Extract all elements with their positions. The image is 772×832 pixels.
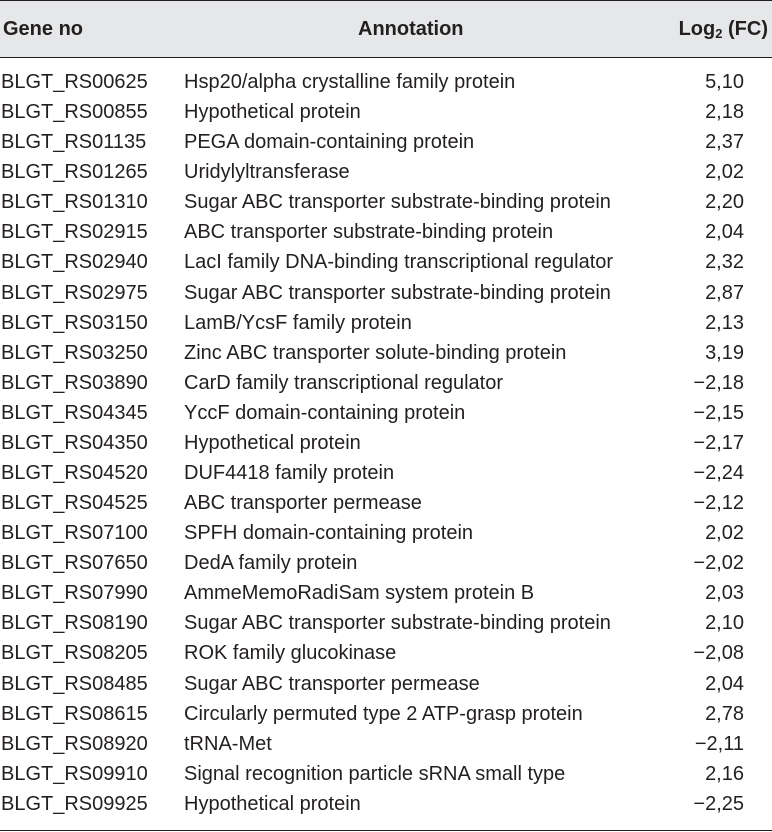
gene-no-cell: BLGT_RS02940 — [1, 251, 148, 274]
table-row — [0, 157, 772, 187]
log2-fc-cell: 2,04 — [705, 672, 744, 695]
annotation-cell: Circularly permuted type 2 ATP-grasp protein — [184, 702, 583, 725]
annotation-cell: PEGA domain-containing protein — [184, 131, 475, 154]
annotation-cell: Hypothetical protein — [184, 431, 361, 454]
table-row — [0, 247, 772, 277]
table-row — [0, 458, 772, 488]
annotation-cell: DedA family protein — [184, 552, 358, 575]
annotation-cell: Signal recognition particle sRNA small type — [184, 762, 566, 785]
annotation-cell: Uridylyltransferase — [184, 161, 350, 184]
header-annotation: Annotation — [358, 18, 464, 40]
annotation-cell: Sugar ABC transporter permease — [184, 672, 480, 695]
gene-no-cell: BLGT_RS07650 — [1, 552, 148, 575]
annotation-cell: LamB/YcsF family protein — [184, 311, 412, 334]
table-row — [0, 488, 772, 518]
annotation-cell: Hypothetical protein — [184, 792, 361, 815]
table-row — [0, 608, 772, 638]
annotation-cell: Sugar ABC transporter substrate-binding protein — [184, 281, 611, 304]
annotation-cell: ABC transporter permease — [184, 492, 422, 515]
gene-no-cell: BLGT_RS07100 — [1, 522, 148, 545]
table-row — [0, 578, 772, 608]
log2-fc-cell: 2,02 — [705, 161, 744, 184]
log2-fc-cell: −2,17 — [693, 431, 744, 454]
gene-no-cell: BLGT_RS04345 — [1, 401, 148, 424]
table-row — [0, 338, 772, 368]
table-row — [0, 669, 772, 699]
annotation-cell: LacI family DNA-binding transcriptional regulator — [184, 251, 614, 274]
table-row — [0, 187, 772, 217]
log2-fc-cell: 3,19 — [705, 341, 744, 364]
gene-no-cell: BLGT_RS09910 — [1, 762, 148, 785]
table-row — [0, 368, 772, 398]
log2-fc-cell: 2,32 — [705, 251, 744, 274]
gene-no-cell: BLGT_RS08920 — [1, 732, 148, 755]
gene-no-cell: BLGT_RS04520 — [1, 462, 148, 485]
log2-fc-cell: 5,10 — [705, 71, 744, 93]
table-row — [0, 548, 772, 578]
log2-fc-cell: 2,16 — [705, 762, 744, 785]
table-row — [0, 759, 772, 789]
table-row — [0, 308, 772, 338]
gene-no-cell: BLGT_RS08205 — [1, 642, 148, 665]
log2-fc-cell: 2,13 — [705, 311, 744, 334]
log2-fc-cell: −2,08 — [693, 642, 744, 665]
gene-no-cell: BLGT_RS03150 — [1, 311, 148, 334]
log2-fc-cell: 2,20 — [705, 191, 744, 214]
table-row — [0, 518, 772, 548]
header-fc-suffix: (FC) — [722, 18, 768, 40]
annotation-cell: ABC transporter substrate-binding protein — [184, 221, 554, 244]
gene-no-cell: BLGT_RS01135 — [1, 131, 147, 154]
gene-no-cell: BLGT_RS02915 — [1, 221, 148, 244]
log2-fc-cell: −2,12 — [693, 492, 744, 515]
header-gene-no: Gene no — [3, 18, 84, 40]
gene-no-cell: BLGT_RS08615 — [1, 702, 148, 725]
header-fc-prefix: Log — [678, 18, 716, 40]
gene-no-cell: BLGT_RS00855 — [1, 101, 148, 124]
table-row — [0, 398, 772, 428]
annotation-cell: CarD family transcriptional regulator — [184, 371, 504, 394]
gene-no-cell: BLGT_RS03250 — [1, 341, 148, 364]
annotation-cell: DUF4418 family protein — [184, 462, 395, 485]
gene-no-cell: BLGT_RS00625 — [1, 71, 148, 93]
table-row — [0, 789, 772, 819]
annotation-cell: Hsp20/alpha crystalline family protein — [184, 71, 516, 93]
log2-fc-cell: 2,10 — [705, 612, 744, 635]
gene-no-cell: BLGT_RS03890 — [1, 371, 148, 394]
gene-no-cell: BLGT_RS02975 — [1, 281, 148, 304]
log2-fc-cell: 2,04 — [705, 221, 744, 244]
annotation-cell: AmmeMemoRadiSam system protein B — [184, 582, 535, 605]
table-row — [0, 729, 772, 759]
table-row — [0, 97, 772, 127]
gene-no-cell: BLGT_RS04525 — [1, 492, 148, 515]
log2-fc-cell: −2,25 — [693, 792, 744, 815]
log2-fc-cell: −2,11 — [694, 732, 744, 755]
log2-fc-cell: 2,78 — [705, 702, 744, 725]
gene-no-cell: BLGT_RS08190 — [1, 612, 148, 635]
annotation-cell: tRNA-Met — [184, 732, 272, 755]
annotation-cell: ROK family glucokinase — [184, 642, 397, 665]
log2-fc-cell: 2,87 — [705, 281, 744, 304]
table-row — [0, 217, 772, 247]
table-body — [0, 67, 772, 819]
header-log2-fc — [679, 15, 768, 43]
table-row — [0, 67, 772, 97]
log2-fc-cell: −2,24 — [693, 462, 744, 485]
log2-fc-cell: 2,03 — [705, 582, 744, 605]
annotation-cell: Zinc ABC transporter solute-binding protein — [184, 341, 567, 364]
log2-fc-cell: −2,18 — [693, 371, 744, 394]
annotation-cell: Hypothetical protein — [184, 101, 361, 124]
gene-no-cell: BLGT_RS01310 — [1, 191, 148, 214]
annotation-cell: YccF domain-containing protein — [184, 401, 466, 424]
gene-no-cell: BLGT_RS07990 — [1, 582, 148, 605]
annotation-cell: SPFH domain-containing protein — [184, 522, 474, 545]
table-row — [0, 278, 772, 308]
log2-fc-cell: 2,02 — [705, 522, 744, 545]
log2-fc-cell: 2,37 — [705, 131, 744, 154]
annotation-cell: Sugar ABC transporter substrate-binding protein — [184, 191, 611, 214]
gene-no-cell: BLGT_RS08485 — [1, 672, 148, 695]
gene-no-cell: BLGT_RS09925 — [1, 792, 148, 815]
bottom-rule — [0, 830, 772, 831]
table-row — [0, 699, 772, 729]
annotation-cell: Sugar ABC transporter substrate-binding protein — [184, 612, 611, 635]
table-row — [0, 638, 772, 668]
table-row — [0, 428, 772, 458]
log2-fc-cell: 2,18 — [705, 101, 744, 124]
gene-no-cell: BLGT_RS04350 — [1, 431, 148, 454]
log2-fc-cell: −2,02 — [693, 552, 744, 575]
header-fc-subscript: 2 — [715, 26, 723, 41]
gene-no-cell: BLGT_RS01265 — [1, 161, 148, 184]
log2-fc-cell: −2,15 — [693, 401, 744, 424]
table-row — [0, 127, 772, 157]
table-header — [0, 0, 772, 58]
